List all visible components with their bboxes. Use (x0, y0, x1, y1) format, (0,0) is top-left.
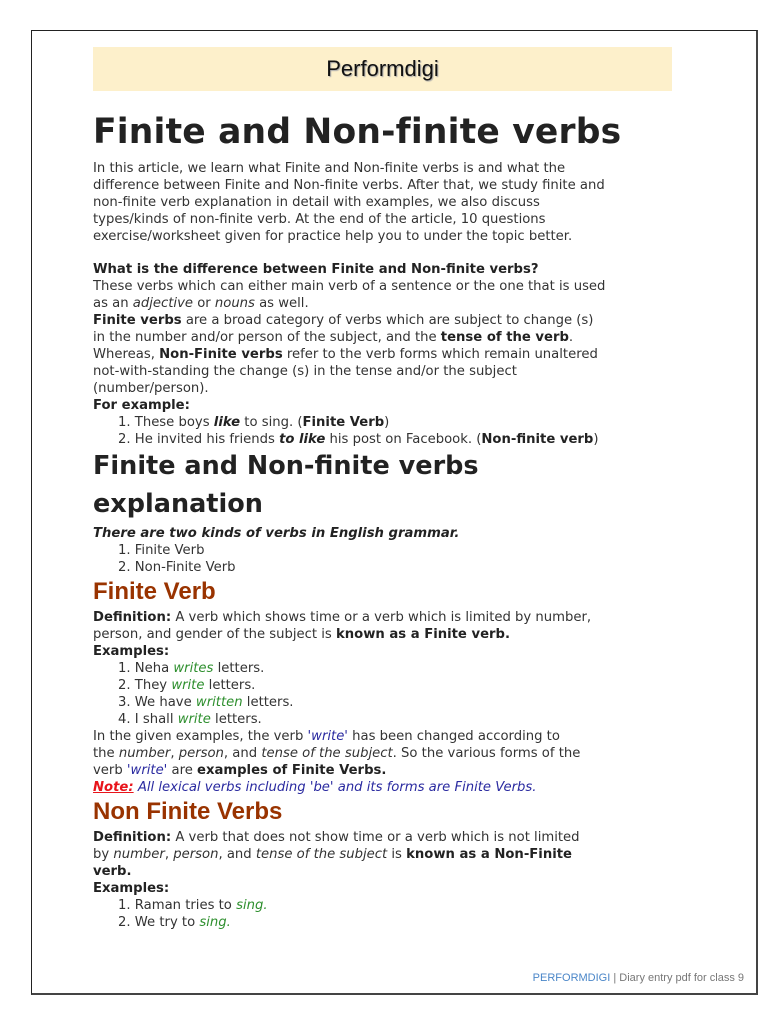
text-line (93, 194, 733, 211)
footer-text: Diary entry pdf for class 9 (619, 972, 744, 984)
text-line (93, 278, 733, 295)
styled-text: like (213, 415, 241, 430)
text-line (93, 346, 733, 363)
text-run: not-with-standing the change (s) in the tense and/or the subject (93, 364, 517, 379)
text-line (93, 177, 733, 194)
text-run: letters. (210, 712, 262, 727)
text-run: . So the various forms of the (392, 746, 581, 761)
list-item (93, 660, 733, 677)
styled-text: number (113, 847, 165, 862)
text-run: in the number and/or person of the subject, and the (93, 330, 441, 345)
text-line (93, 363, 733, 380)
styled-text: Examples: (93, 881, 170, 896)
text-run: the (93, 746, 119, 761)
styled-text: Note: (93, 780, 134, 795)
text-line (93, 745, 733, 762)
text-run: 1. Neha (118, 661, 174, 676)
text-line (93, 609, 733, 626)
footer-brand: PERFORMDIGI (532, 972, 611, 984)
text-run: 2. He invited his friends (118, 432, 280, 447)
page-title: Finite and Non-finite verbs (93, 112, 622, 152)
non-finite-verb-heading: Non Finite Verbs (93, 798, 283, 825)
styled-text: There are two kinds of verbs in English grammar. (93, 526, 460, 541)
text-run: 2. We try to (118, 915, 200, 930)
text-run: or (193, 296, 215, 311)
text-run: are a broad category of verbs which are subject to change (s) (181, 313, 594, 328)
styled-text: tense of the subject (261, 746, 393, 761)
styled-text: 'write' (307, 729, 348, 744)
text-line (93, 643, 733, 660)
list-item (93, 431, 733, 448)
text-run: In this article, we learn what Finite and Non-finite verbs is and what the (93, 161, 566, 176)
text-run: letters. (213, 661, 265, 676)
text-run: by (93, 847, 114, 862)
text-run: In the given examples, the verb (93, 729, 308, 744)
text-run: ) (593, 432, 599, 447)
styled-text: to like (279, 432, 326, 447)
text-run: A verb which shows time or a verb which is limited by number, (171, 610, 592, 625)
text-line (93, 261, 733, 278)
styled-text: tense of the subject (255, 847, 388, 862)
text-line (93, 160, 733, 177)
list-item (93, 677, 733, 694)
styled-text: sing. (199, 915, 231, 930)
text-run: is (387, 847, 407, 862)
text-line (93, 880, 733, 897)
text-run: A verb that does not show time or a verb which is not limited (171, 830, 580, 845)
text-line (93, 525, 733, 542)
styled-text: examples of Finite Verbs. (197, 763, 387, 778)
text-run: 1. Raman tries to (118, 898, 237, 913)
text-run: 2. Non-Finite Verb (118, 560, 236, 575)
styled-text: writes (173, 661, 214, 676)
text-line (93, 211, 733, 228)
styled-text: adjective (132, 296, 194, 311)
list-item (93, 694, 733, 711)
styled-text: Definition: (93, 830, 172, 845)
styled-text: Finite verbs (93, 313, 182, 328)
text-line (93, 829, 733, 846)
text-run: 2. They (118, 678, 172, 693)
text-run: non-finite verb explanation in detail with examples, we also discuss (93, 195, 540, 210)
list-item (93, 914, 733, 931)
styled-text: 'write' (126, 763, 168, 778)
text-run: ) (384, 415, 390, 430)
styled-text: sing. (236, 898, 268, 913)
text-line (93, 329, 733, 346)
styled-text: Definition: (93, 610, 172, 625)
text-run: difference between Finite and Non-finite verbs. After that, we study finite and (93, 178, 605, 193)
text-run: has been changed according to (347, 729, 560, 744)
text-run: refer to the verb forms which remain unaltered (282, 347, 598, 362)
styled-text: Finite Verb (302, 415, 385, 430)
text-line (93, 779, 733, 796)
styled-text: Non-finite verb (481, 432, 594, 447)
styled-text: Non-Finite verbs (159, 347, 283, 362)
text-run: 3. We have (118, 695, 196, 710)
text-run: , and (218, 847, 256, 862)
difference-section (93, 261, 733, 448)
styled-text: nouns (214, 296, 255, 311)
finite-verb-heading: Finite Verb (93, 578, 216, 605)
list-item (93, 542, 733, 559)
text-line (93, 312, 733, 329)
text-run: (number/person). (93, 381, 209, 396)
list-item (93, 414, 733, 431)
page-footer (533, 972, 744, 984)
text-line (93, 295, 733, 312)
text-run: verb (93, 763, 127, 778)
styled-text: known as a Finite verb. (335, 627, 510, 642)
styled-text: write (177, 712, 211, 727)
kinds-section (93, 525, 733, 576)
text-line (93, 626, 733, 643)
text-run: as well. (254, 296, 309, 311)
text-run: letters. (204, 678, 256, 693)
styled-text: person (173, 847, 219, 862)
text-line (93, 380, 733, 397)
text-run: 1. These boys (118, 415, 214, 430)
text-run: , and (223, 746, 262, 761)
finite-verb-section (93, 609, 733, 796)
text-run: as an (93, 296, 133, 311)
list-item (93, 711, 733, 728)
styled-text: For example: (93, 398, 190, 413)
list-item (93, 897, 733, 914)
text-run: , (164, 847, 174, 862)
text-run: 4. I shall (118, 712, 178, 727)
text-run: his post on Facebook. ( (325, 432, 482, 447)
site-banner: Performdigi (93, 47, 672, 91)
text-line (93, 863, 733, 880)
text-run: Whereas, (93, 347, 160, 362)
text-run: exercise/worksheet given for practice help you to under the topic better. (93, 229, 573, 244)
text-run: 1. Finite Verb (118, 543, 205, 558)
styled-text: tense of the verb (440, 330, 569, 345)
text-line (93, 228, 733, 245)
text-run: person, and gender of the subject is (93, 627, 336, 642)
text-run: . (568, 330, 574, 345)
text-run: letters. (242, 695, 294, 710)
text-line (93, 762, 733, 779)
styled-text: What is the difference between Finite and Non-finite verbs? (93, 262, 539, 277)
styled-text: All lexical verbs including 'be' and its forms are Finite Verbs. (133, 780, 537, 795)
styled-text: person (178, 746, 224, 761)
explanation-heading-line1: Finite and Non-finite verbs (93, 451, 479, 481)
footer-separator: | (610, 972, 620, 984)
text-run: are (167, 763, 198, 778)
text-run: to sing. ( (240, 415, 303, 430)
non-finite-verb-section (93, 829, 733, 931)
text-run: types/kinds of non-finite verb. At the end of the article, 10 questions (93, 212, 546, 227)
styled-text: written (195, 695, 243, 710)
text-run: , (170, 746, 179, 761)
styled-text: write (171, 678, 205, 693)
text-line (93, 728, 733, 745)
styled-text: verb. (93, 864, 132, 879)
styled-text: known as a Non-Finite (406, 847, 572, 862)
styled-text: Examples: (93, 644, 170, 659)
styled-text: number (118, 746, 171, 761)
explanation-heading-line2: explanation (93, 489, 263, 519)
list-item (93, 559, 733, 576)
text-line (93, 397, 733, 414)
text-line (93, 846, 733, 863)
text-run: These verbs which can either main verb of a sentence or the one that is used (93, 279, 606, 294)
intro-paragraph (93, 160, 733, 245)
